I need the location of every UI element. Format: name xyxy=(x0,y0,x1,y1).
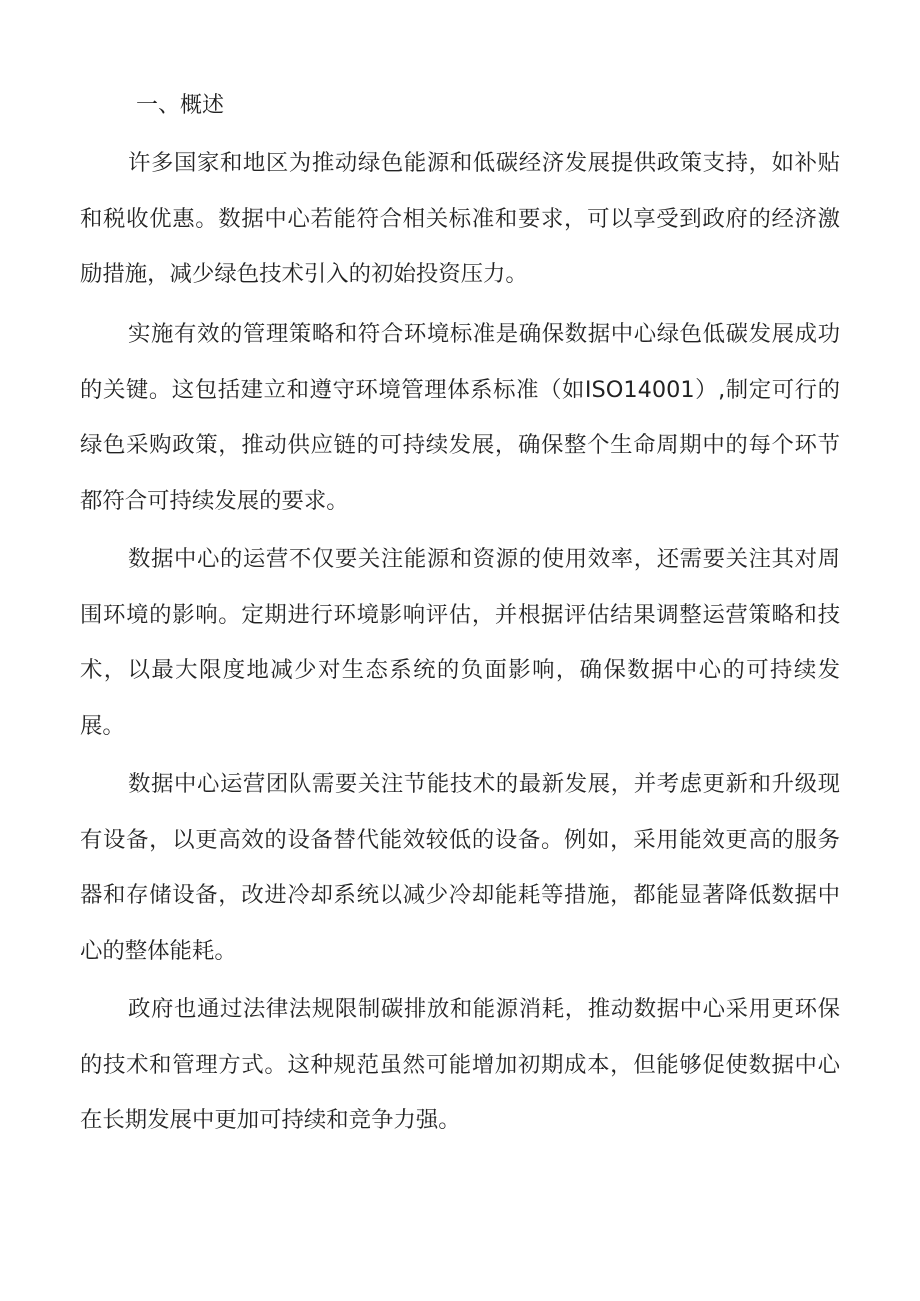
paragraph-energy-saving-tech: 数据中心运营团队需要关注节能技术的最新发展，并考虑更新和升级现有设备，以更高效的设备替代能效较低的设备。例如，采用能效更高的服务器和存储设备，改进冷却系统以减少冷却能耗等措施，都能显著降低数据中心的整体能耗。 xyxy=(80,771,840,964)
section-heading: 一、概述 xyxy=(136,93,225,118)
paragraph-management-strategy: 实施有效的管理策略和符合环境标准是确保数据中心绿色低碳发展成功的关键。这包括建立和遵守环境管理体系标准（如ISO14001）,制定可行的绿色采购政策，推动供应链的可持续发展，确保整个生命周期中的每个环节都符合可持续发展的要求。 xyxy=(80,321,840,514)
paragraph-policy-support: 许多国家和地区为推动绿色能源和低碳经济发展提供政策支持，如补贴和税收优惠。数据中心若能符合相关标准和要求，可以享受到政府的经济激励措施，减少绿色技术引入的初始投资压力。 xyxy=(80,150,840,287)
paragraph-environmental-impact: 数据中心的运营不仅要关注能源和资源的使用效率，还需要关注其对周围环境的影响。定期进行环境影响评估，并根据评估结果调整运营策略和技术，以最大限度地减少对生态系统的负面影响，确保数据中心的可持续发展。 xyxy=(80,546,840,739)
paragraph-regulations: 政府也通过法律法规限制碳排放和能源消耗，推动数据中心采用更环保的技术和管理方式。这种规范虽然可能增加初期成本，但能够促使数据中心在长期发展中更加可持续和竞争力强。 xyxy=(80,996,840,1133)
